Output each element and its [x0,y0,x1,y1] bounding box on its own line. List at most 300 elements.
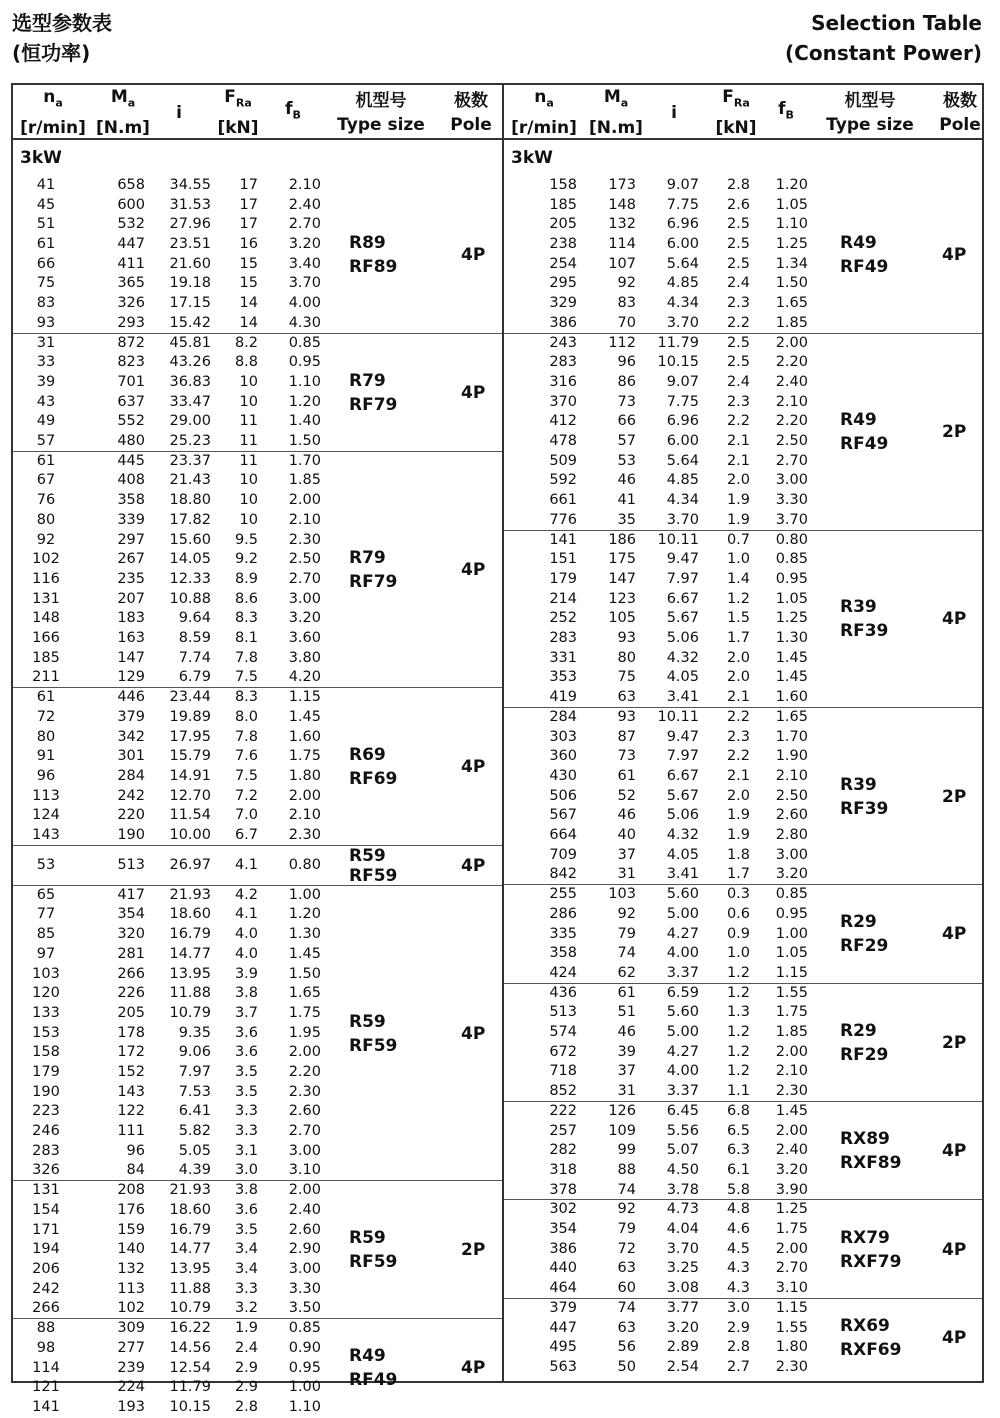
table-row [504,590,982,610]
cell-i: 4.32 [666,649,699,666]
cell-ma: 46 [617,807,636,824]
cell-na: 113 [32,787,60,804]
cell-fra: 2.8 [726,1339,750,1356]
cell-na: 61 [36,452,56,469]
cell-na: 114 [32,1359,60,1376]
en-title [785,8,982,68]
cell-i: 10.11 [657,708,699,725]
table-row [13,1063,502,1083]
header-na-symbol [534,85,554,115]
header-fb-subscript: B [785,108,794,122]
cell-na: 98 [36,1339,56,1356]
cell-na: 151 [549,551,577,568]
cell-fra: 2.9 [234,1379,258,1396]
cell-i: 4.85 [666,275,699,292]
type-size-line2: RF79 [349,571,398,592]
type-size-line1: RX89 [840,1129,890,1150]
cell-na: 190 [32,1083,60,1100]
cell-na: 318 [549,1161,577,1178]
cell-i: 18.80 [169,492,211,509]
header-i-symbol [671,101,677,125]
cell-ma: 326 [117,295,145,312]
cell-na: 80 [36,728,56,745]
cell-fb: 2.00 [775,1043,808,1060]
type-size [840,408,888,456]
cell-fb: 2.40 [288,1201,321,1218]
cell-na: 574 [549,1024,577,1041]
header-ma-subscript: a [620,96,629,110]
cell-fb: 1.05 [775,590,808,607]
type-size-line2: RF49 [840,256,889,277]
pole-count: 2P [942,1032,967,1053]
cell-na: 353 [549,669,577,686]
cell-fb: 1.80 [775,1339,808,1356]
cell-fra: 2.3 [726,295,750,312]
cell-fb: 1.50 [775,275,808,292]
cell-i: 6.59 [666,984,699,1001]
cell-i: 4.05 [666,846,699,863]
table-row [13,590,502,610]
cell-na: 360 [549,748,577,765]
cell-fb: 1.15 [775,1299,808,1316]
cell-fb: 2.50 [288,551,321,568]
table-row [504,1141,982,1161]
header-fb [746,85,826,140]
cell-na: 141 [549,531,577,548]
cell-fb: 1.70 [288,452,321,469]
cell-na: 206 [32,1261,60,1278]
cell-ma: 41 [617,492,636,509]
cell-na: 424 [549,964,577,981]
header-type-en: Type size [826,114,914,135]
cell-na: 303 [549,728,577,745]
en-title-line1: Selection Table [811,11,982,35]
table-row [504,294,982,314]
table-row [504,432,982,452]
cell-fra: 4.0 [234,945,258,962]
cell-na: 103 [32,965,60,982]
cell-ma: 63 [617,1319,636,1336]
cell-fb: 1.00 [288,886,321,903]
cell-fb: 3.80 [288,649,321,666]
cell-fra: 0.3 [726,886,750,903]
cell-i: 9.07 [666,177,699,193]
header-na-letter: n [534,87,547,108]
table-row [504,1220,982,1240]
pole-count: 4P [461,559,486,580]
cell-i: 4.27 [666,925,699,942]
cell-fb: 1.70 [775,728,808,745]
cell-i: 3.78 [666,1181,699,1198]
cell-i: 7.75 [666,393,699,410]
cell-fb: 0.80 [288,856,321,873]
cell-i: 10.88 [169,590,211,607]
cell-fb: 3.20 [288,610,321,627]
cell-na: 567 [549,807,577,824]
model-group [13,688,502,846]
cell-ma: 105 [608,610,636,627]
cell-i: 17.15 [169,295,211,312]
type-size-line2: RF49 [840,434,889,455]
cell-ma: 74 [617,1299,636,1316]
cell-na: 242 [32,1280,60,1297]
cell-na: 41 [36,177,56,193]
model-group [504,334,982,531]
cell-ma: 513 [117,856,145,873]
cell-ma: 79 [617,925,636,942]
cell-fra: 0.7 [726,531,750,548]
cell-ma: 220 [117,807,145,824]
cell-fra: 8.1 [234,629,258,646]
cell-ma: 339 [117,511,145,528]
cell-i: 11.79 [657,334,699,351]
cell-ma: 658 [117,177,145,193]
cell-fb: 2.10 [288,511,321,528]
cell-fb: 2.10 [288,177,321,193]
table-row [13,1378,502,1398]
header-na [504,85,584,140]
cell-i: 3.08 [666,1280,699,1297]
cell-na: 776 [549,511,577,528]
cell-na: 370 [549,393,577,410]
cell-i: 5.07 [666,1142,699,1159]
cell-na: 664 [549,827,577,844]
cell-fra: 4.1 [234,906,258,923]
cell-i: 9.47 [666,728,699,745]
cell-fb: 1.10 [775,216,808,233]
model-group [504,885,982,984]
cell-ma: 96 [126,1142,145,1159]
cell-fb: 1.45 [775,1102,808,1119]
table-row [504,688,982,708]
cell-i: 4.32 [666,827,699,844]
table-row [13,806,502,826]
cell-ma: 102 [117,1300,145,1317]
cell-i: 11.79 [169,1379,211,1396]
cell-fb: 1.45 [288,708,321,725]
cell-fb: 0.80 [775,531,808,548]
cell-na: 419 [549,689,577,706]
cell-fb: 3.50 [288,1300,321,1317]
type-size-line2: RF29 [840,1044,889,1065]
table-row [13,965,502,985]
type-size-line2: RF39 [840,798,889,819]
type-size [840,1226,901,1274]
cell-i: 17.82 [169,511,211,528]
model-group [504,1299,982,1378]
cell-i: 14.91 [169,767,211,784]
cell-fra: 5.8 [726,1181,750,1198]
cell-i: 7.97 [666,570,699,587]
table-row [13,1339,502,1359]
type-size-line1: R29 [840,912,877,933]
table-row [504,1023,982,1043]
header-ma-unit: [N.m] [589,117,643,138]
cell-i: 12.70 [169,787,211,804]
cell-na: 718 [549,1063,577,1080]
cell-fra: 3.6 [234,1201,258,1218]
cell-fra: 8.8 [234,354,258,371]
cell-fra: 2.3 [726,393,750,410]
cell-ma: 552 [117,413,145,430]
cell-ma: 86 [617,373,636,390]
table-row [504,1062,982,1082]
cn-title [12,8,112,68]
cell-i: 14.77 [169,1241,211,1258]
cell-fb: 1.34 [775,255,808,272]
cell-ma: 88 [617,1161,636,1178]
cell-ma: 99 [617,1142,636,1159]
cell-i: 3.41 [666,689,699,706]
cell-fb: 2.10 [288,807,321,824]
header-pole-en: Pole [939,114,981,135]
table-row [13,688,502,708]
cell-fb: 2.00 [288,492,321,509]
cell-ma: 293 [117,314,145,331]
cell-fra: 3.3 [234,1280,258,1297]
cell-na: 31 [36,334,56,351]
cell-ma: 637 [117,393,145,410]
cell-ma: 114 [608,236,636,253]
cell-i: 3.70 [666,314,699,331]
table-row [504,1338,982,1358]
cell-fra: 7.6 [234,748,258,765]
cell-i: 5.64 [666,452,699,469]
cell-fb: 2.10 [775,1063,808,1080]
cell-i: 14.56 [169,1339,211,1356]
cell-ma: 84 [126,1162,145,1179]
cell-i: 9.07 [666,373,699,390]
model-group [504,1102,982,1201]
header-pole-en: Pole [450,114,492,135]
table-row [13,1024,502,1044]
table-row [13,787,502,807]
cell-fb: 2.20 [775,354,808,371]
cell-fb: 2.30 [288,1083,321,1100]
cell-na: 563 [549,1358,577,1375]
cell-fra: 2.8 [726,177,750,193]
cell-fb: 1.75 [288,748,321,765]
cell-na: 96 [36,767,56,784]
cell-fb: 1.45 [775,669,808,686]
table-row [504,255,982,275]
cell-ma: 175 [608,551,636,568]
cell-fb: 1.65 [775,295,808,312]
cell-i: 7.75 [666,196,699,213]
cell-fra: 2.4 [726,275,750,292]
cell-na: 286 [549,905,577,922]
cell-ma: 75 [617,669,636,686]
cell-i: 6.96 [666,413,699,430]
cell-na: 61 [36,689,56,706]
cell-fb: 2.30 [775,1083,808,1100]
cell-ma: 123 [608,590,636,607]
cell-i: 2.54 [666,1358,699,1375]
cell-fb: 1.80 [288,767,321,784]
cell-i: 10.15 [169,1398,211,1415]
cell-fb: 2.60 [288,1103,321,1120]
header-na-unit: [r/min] [20,117,86,138]
cell-fb: 3.00 [288,1142,321,1159]
cell-na: 257 [549,1122,577,1139]
cell-fra: 6.3 [726,1142,750,1159]
table-row [504,471,982,491]
cell-fra: 2.2 [726,413,750,430]
type-size-line1: R49 [840,232,877,253]
cell-na: 282 [549,1142,577,1159]
cell-fb: 1.30 [288,926,321,943]
type-size-line1: R49 [840,410,877,431]
cell-ma: 74 [617,945,636,962]
header-pole [431,85,511,140]
cell-fra: 4.1 [234,856,258,873]
type-size [840,1127,901,1175]
header-pole [920,85,1000,140]
table-row [504,235,982,255]
cell-ma: 37 [617,846,636,863]
cell-fra: 2.1 [726,452,750,469]
cell-i: 3.20 [666,1319,699,1336]
pole-count: 2P [942,422,967,443]
cell-na: 283 [549,354,577,371]
cell-fb: 0.95 [288,1359,321,1376]
cell-fb: 1.55 [775,984,808,1001]
cell-fra: 10 [239,373,258,390]
cell-i: 9.35 [178,1024,211,1041]
cell-ma: 297 [117,531,145,548]
cell-na: 246 [32,1123,60,1140]
cell-fra: 3.7 [234,1004,258,1021]
header-fra-subscript: Ra [235,96,252,110]
cell-fra: 7.8 [234,649,258,666]
cell-fb: 2.10 [775,767,808,784]
table-row [13,432,502,452]
table-row [504,826,982,846]
cell-i: 34.55 [169,177,211,193]
cell-na: 80 [36,511,56,528]
table-row [504,629,982,649]
table-row [504,215,982,235]
cell-ma: 83 [617,295,636,312]
table-row [13,373,502,393]
cell-i: 14.05 [169,551,211,568]
cell-ma: 132 [117,1261,145,1278]
cell-na: 513 [549,1004,577,1021]
cell-na: 194 [32,1241,60,1258]
table-row [504,1003,982,1023]
type-size-line2: RF59 [349,1035,398,1056]
cell-i: 5.00 [666,1024,699,1041]
cell-na: 255 [549,886,577,903]
cell-na: 93 [36,314,56,331]
cell-fb: 1.45 [288,945,321,962]
table-row [13,334,502,354]
table-row [504,1181,982,1201]
cell-na: 148 [32,610,60,627]
type-size [840,595,888,643]
table-row [13,1260,502,1280]
type-size [349,743,397,791]
pole-count: 4P [942,924,967,945]
cell-fra: 2.5 [726,255,750,272]
cell-fb: 2.70 [775,452,808,469]
cell-ma: 148 [608,196,636,213]
cell-ma: 365 [117,275,145,292]
header-ma-subscript: a [127,96,136,110]
cell-fb: 1.15 [775,964,808,981]
header-pole-cn: 极数 [943,90,977,111]
cell-fra: 1.2 [726,1063,750,1080]
header-na-letter: n [43,87,56,108]
cell-fb: 1.20 [288,393,321,410]
table-row [504,393,982,413]
cell-i: 5.00 [666,905,699,922]
cell-ma: 208 [117,1182,145,1199]
cell-ma: 266 [117,965,145,982]
cell-i: 36.83 [169,373,211,390]
cell-fra: 3.6 [234,1024,258,1041]
type-size [840,773,888,821]
pole-count: 4P [942,1239,967,1260]
cell-na: 211 [32,669,60,686]
cell-fb: 2.00 [288,1044,321,1061]
table-row [13,984,502,1004]
cell-na: 121 [32,1379,60,1396]
cell-fra: 2.6 [726,196,750,213]
table-header [504,85,982,140]
cell-ma: 46 [617,1024,636,1041]
cell-i: 5.60 [666,886,699,903]
table-row [13,1043,502,1063]
cell-i: 4.50 [666,1161,699,1178]
cell-fra: 1.4 [726,570,750,587]
table-row [13,235,502,255]
type-size [840,1314,901,1362]
cell-na: 65 [36,886,56,903]
cell-ma: 342 [117,728,145,745]
table-row [13,1280,502,1300]
cell-na: 133 [32,1004,60,1021]
table-row [13,274,502,294]
cell-i: 6.00 [666,433,699,450]
cell-na: 49 [36,413,56,430]
cell-ma: 358 [117,492,145,509]
cell-i: 10.15 [657,354,699,371]
cell-fra: 8.6 [234,590,258,607]
cell-fb: 1.25 [775,610,808,627]
table-row [13,1142,502,1162]
cell-i: 18.60 [169,1201,211,1218]
cell-fra: 4.0 [234,926,258,943]
cell-fra: 7.8 [234,728,258,745]
cell-ma: 446 [117,689,145,706]
type-size [349,369,397,417]
table-row [504,196,982,216]
table-row [13,215,502,235]
cell-fb: 3.10 [775,1280,808,1297]
cell-na: 179 [549,570,577,587]
cell-i: 15.42 [169,314,211,331]
pole-count: 4P [942,244,967,265]
type-size-line2: RF79 [349,394,398,415]
cell-ma: 143 [117,1083,145,1100]
table-row [13,945,502,965]
cell-na: 478 [549,433,577,450]
table-row [504,1279,982,1299]
header-i-letter: i [671,102,677,123]
cell-ma: 126 [608,1102,636,1119]
cell-ma: 147 [117,649,145,666]
